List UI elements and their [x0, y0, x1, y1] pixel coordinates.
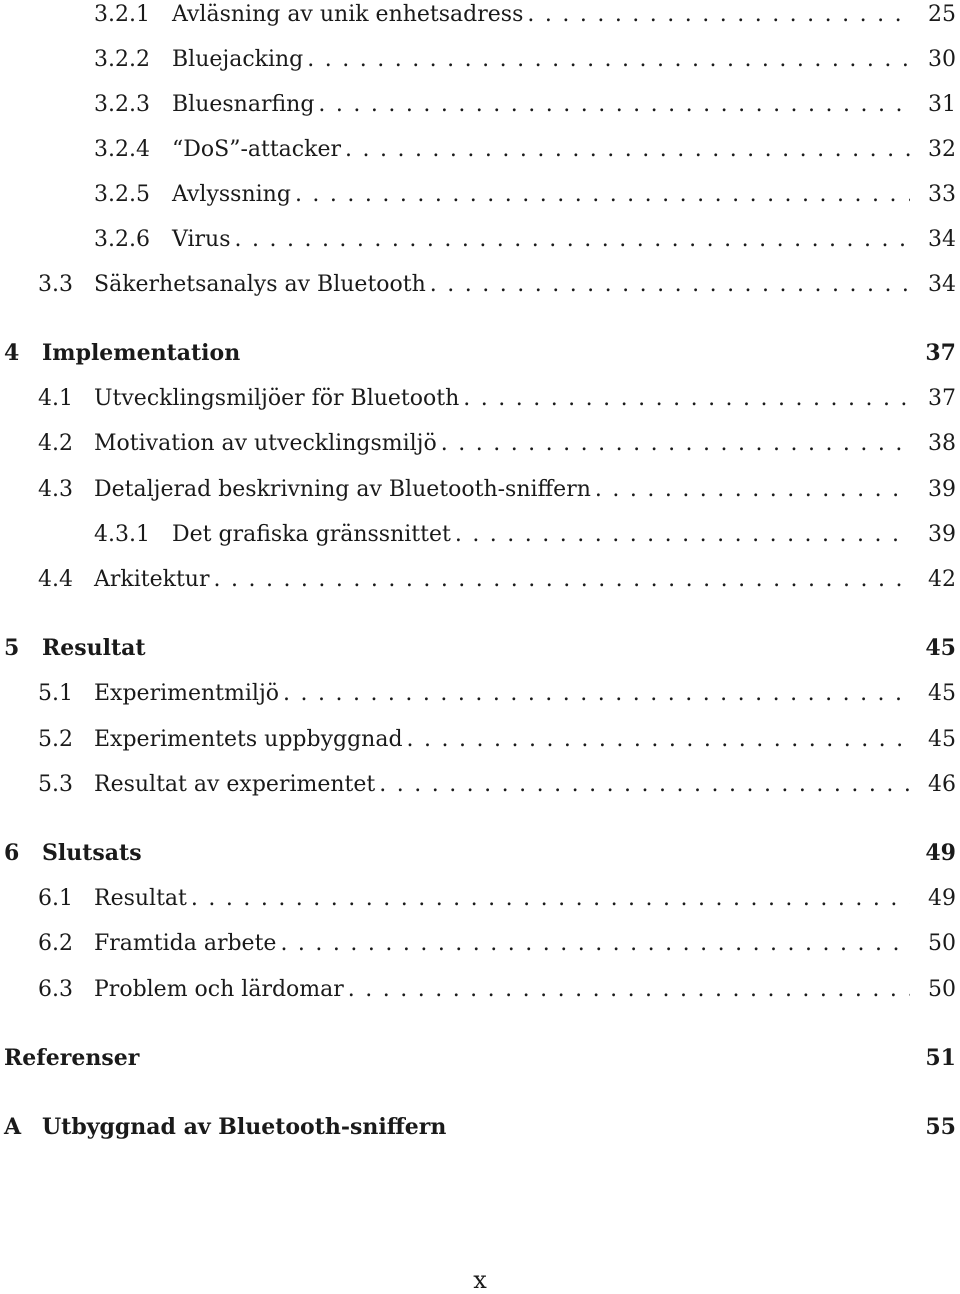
chapter-number: A — [4, 1114, 22, 1140]
entry-number: 3.2.5 — [94, 181, 150, 207]
toc-entry-3-2-2[interactable] — [94, 43, 956, 75]
entry-number: 4.4 — [38, 566, 73, 592]
entry-page: 46 — [928, 771, 956, 797]
entry-page: 50 — [928, 930, 956, 956]
entry-title: Problem och lärdomar — [94, 976, 344, 1002]
dot-leader — [187, 886, 910, 911]
toc-entry-5-1[interactable] — [38, 677, 956, 709]
dot-leader — [459, 386, 910, 411]
entry-page: 37 — [928, 385, 956, 411]
toc-entry-3-2-6[interactable] — [94, 223, 956, 255]
toc-entry-3-3[interactable] — [38, 268, 956, 300]
entry-number: 4.2 — [38, 430, 73, 456]
toc-entry-4-3-1[interactable] — [94, 518, 956, 550]
toc-entry-4-2[interactable] — [38, 427, 956, 459]
toc-entry-3-2-4[interactable] — [94, 133, 956, 165]
dot-leader — [403, 727, 910, 752]
entry-number: 5.3 — [38, 771, 73, 797]
page-number: x — [473, 1266, 487, 1294]
entry-title: “DoS”-attacker — [172, 136, 341, 162]
entry-page: 34 — [928, 271, 956, 297]
entry-page: 31 — [928, 91, 956, 117]
toc-entry-4-3[interactable] — [38, 473, 956, 505]
dot-leader — [451, 522, 910, 547]
entry-page: 45 — [928, 726, 956, 752]
entry-number: 6.1 — [38, 885, 73, 911]
dot-leader — [314, 92, 910, 117]
entry-page: 42 — [928, 566, 956, 592]
entry-page: 49 — [928, 885, 956, 911]
chapter-title: Implementation — [42, 340, 241, 366]
entry-title: Arkitektur — [94, 566, 210, 592]
toc-chapter-6[interactable] — [4, 837, 956, 869]
chapter-page: 45 — [925, 635, 956, 661]
entry-number: 3.3 — [38, 271, 73, 297]
toc-entry-3-2-1[interactable] — [94, 0, 956, 30]
dot-leader — [344, 977, 910, 1002]
dot-leader — [291, 182, 910, 207]
chapter-page: 51 — [925, 1045, 956, 1071]
entry-number: 3.2.4 — [94, 136, 150, 162]
dot-leader — [437, 431, 910, 456]
chapter-page: 37 — [925, 340, 956, 366]
entry-title: Virus — [172, 226, 231, 252]
toc-entry-3-2-5[interactable] — [94, 178, 956, 210]
chapter-page: 55 — [925, 1114, 956, 1140]
toc-entry-4-4[interactable] — [38, 563, 956, 595]
toc-entry-6-3[interactable] — [38, 973, 956, 1005]
entry-page: 50 — [928, 976, 956, 1002]
entry-title: Avläsning av unik enhetsadress — [172, 1, 524, 27]
entry-title: Säkerhetsanalys av Bluetooth — [94, 271, 426, 297]
toc-entry-4-1[interactable] — [38, 382, 956, 414]
entry-page: 30 — [928, 46, 956, 72]
chapter-number: 5 — [4, 635, 20, 661]
dot-leader — [303, 47, 910, 72]
entry-number: 6.2 — [38, 930, 73, 956]
entry-number: 5.1 — [38, 680, 73, 706]
entry-title: Resultat av experimentet — [94, 771, 376, 797]
chapter-number: 6 — [4, 840, 20, 866]
toc-appendix-a[interactable] — [4, 1111, 956, 1143]
entry-title: Experimentets uppbyggnad — [94, 726, 403, 752]
chapter-title: Utbyggnad av Bluetooth-sniffern — [42, 1114, 447, 1140]
dot-leader — [523, 2, 910, 27]
entry-number: 4.3.1 — [94, 521, 150, 547]
chapter-title: Resultat — [42, 635, 146, 661]
entry-title: Experimentmiljö — [94, 680, 280, 706]
toc-chapter-5[interactable] — [4, 632, 956, 664]
entry-number: 3.2.6 — [94, 226, 150, 252]
dot-leader — [591, 477, 910, 502]
entry-page: 32 — [928, 136, 956, 162]
entry-number: 3.2.3 — [94, 91, 150, 117]
entry-page: 38 — [928, 430, 956, 456]
chapter-title: Referenser — [4, 1045, 140, 1071]
toc-entry-6-1[interactable] — [38, 882, 956, 914]
entry-title: Detaljerad beskrivning av Bluetooth-sniffern — [94, 476, 591, 502]
entry-page: 33 — [928, 181, 956, 207]
entry-number: 3.2.1 — [94, 1, 150, 27]
chapter-number: 4 — [4, 340, 20, 366]
entry-title: Det grafiska gränssnittet — [172, 521, 451, 547]
entry-page: 45 — [928, 680, 956, 706]
entry-title: Motivation av utvecklingsmiljö — [94, 430, 437, 456]
entry-page: 39 — [928, 476, 956, 502]
entry-number: 4.1 — [38, 385, 73, 411]
entry-page: 39 — [928, 521, 956, 547]
dot-leader — [279, 681, 910, 706]
dot-leader — [276, 931, 910, 956]
dot-leader — [341, 137, 910, 162]
toc-entry-5-2[interactable] — [38, 723, 956, 755]
chapter-title: Slutsats — [42, 840, 142, 866]
entry-title: Resultat — [94, 885, 187, 911]
dot-leader — [426, 272, 910, 297]
entry-title: Bluejacking — [172, 46, 304, 72]
dot-leader — [210, 567, 911, 592]
entry-title: Utvecklingsmiljöer för Bluetooth — [94, 385, 460, 411]
dot-leader — [375, 772, 910, 797]
toc-entry-5-3[interactable] — [38, 768, 956, 800]
entry-page: 25 — [928, 1, 956, 27]
entry-page: 34 — [928, 226, 956, 252]
entry-number: 4.3 — [38, 476, 73, 502]
toc-entry-6-2[interactable] — [38, 927, 956, 959]
entry-number: 6.3 — [38, 976, 73, 1002]
entry-title: Framtida arbete — [94, 930, 277, 956]
entry-title: Bluesnarfing — [172, 91, 315, 117]
dot-leader — [231, 227, 910, 252]
entry-number: 3.2.2 — [94, 46, 150, 72]
entry-number: 5.2 — [38, 726, 73, 752]
toc-entry-3-2-3[interactable] — [94, 88, 956, 120]
entry-title: Avlyssning — [172, 181, 291, 207]
chapter-page: 49 — [925, 840, 956, 866]
toc-chapter-referenser[interactable] — [4, 1042, 956, 1074]
toc-chapter-4[interactable] — [4, 337, 956, 369]
